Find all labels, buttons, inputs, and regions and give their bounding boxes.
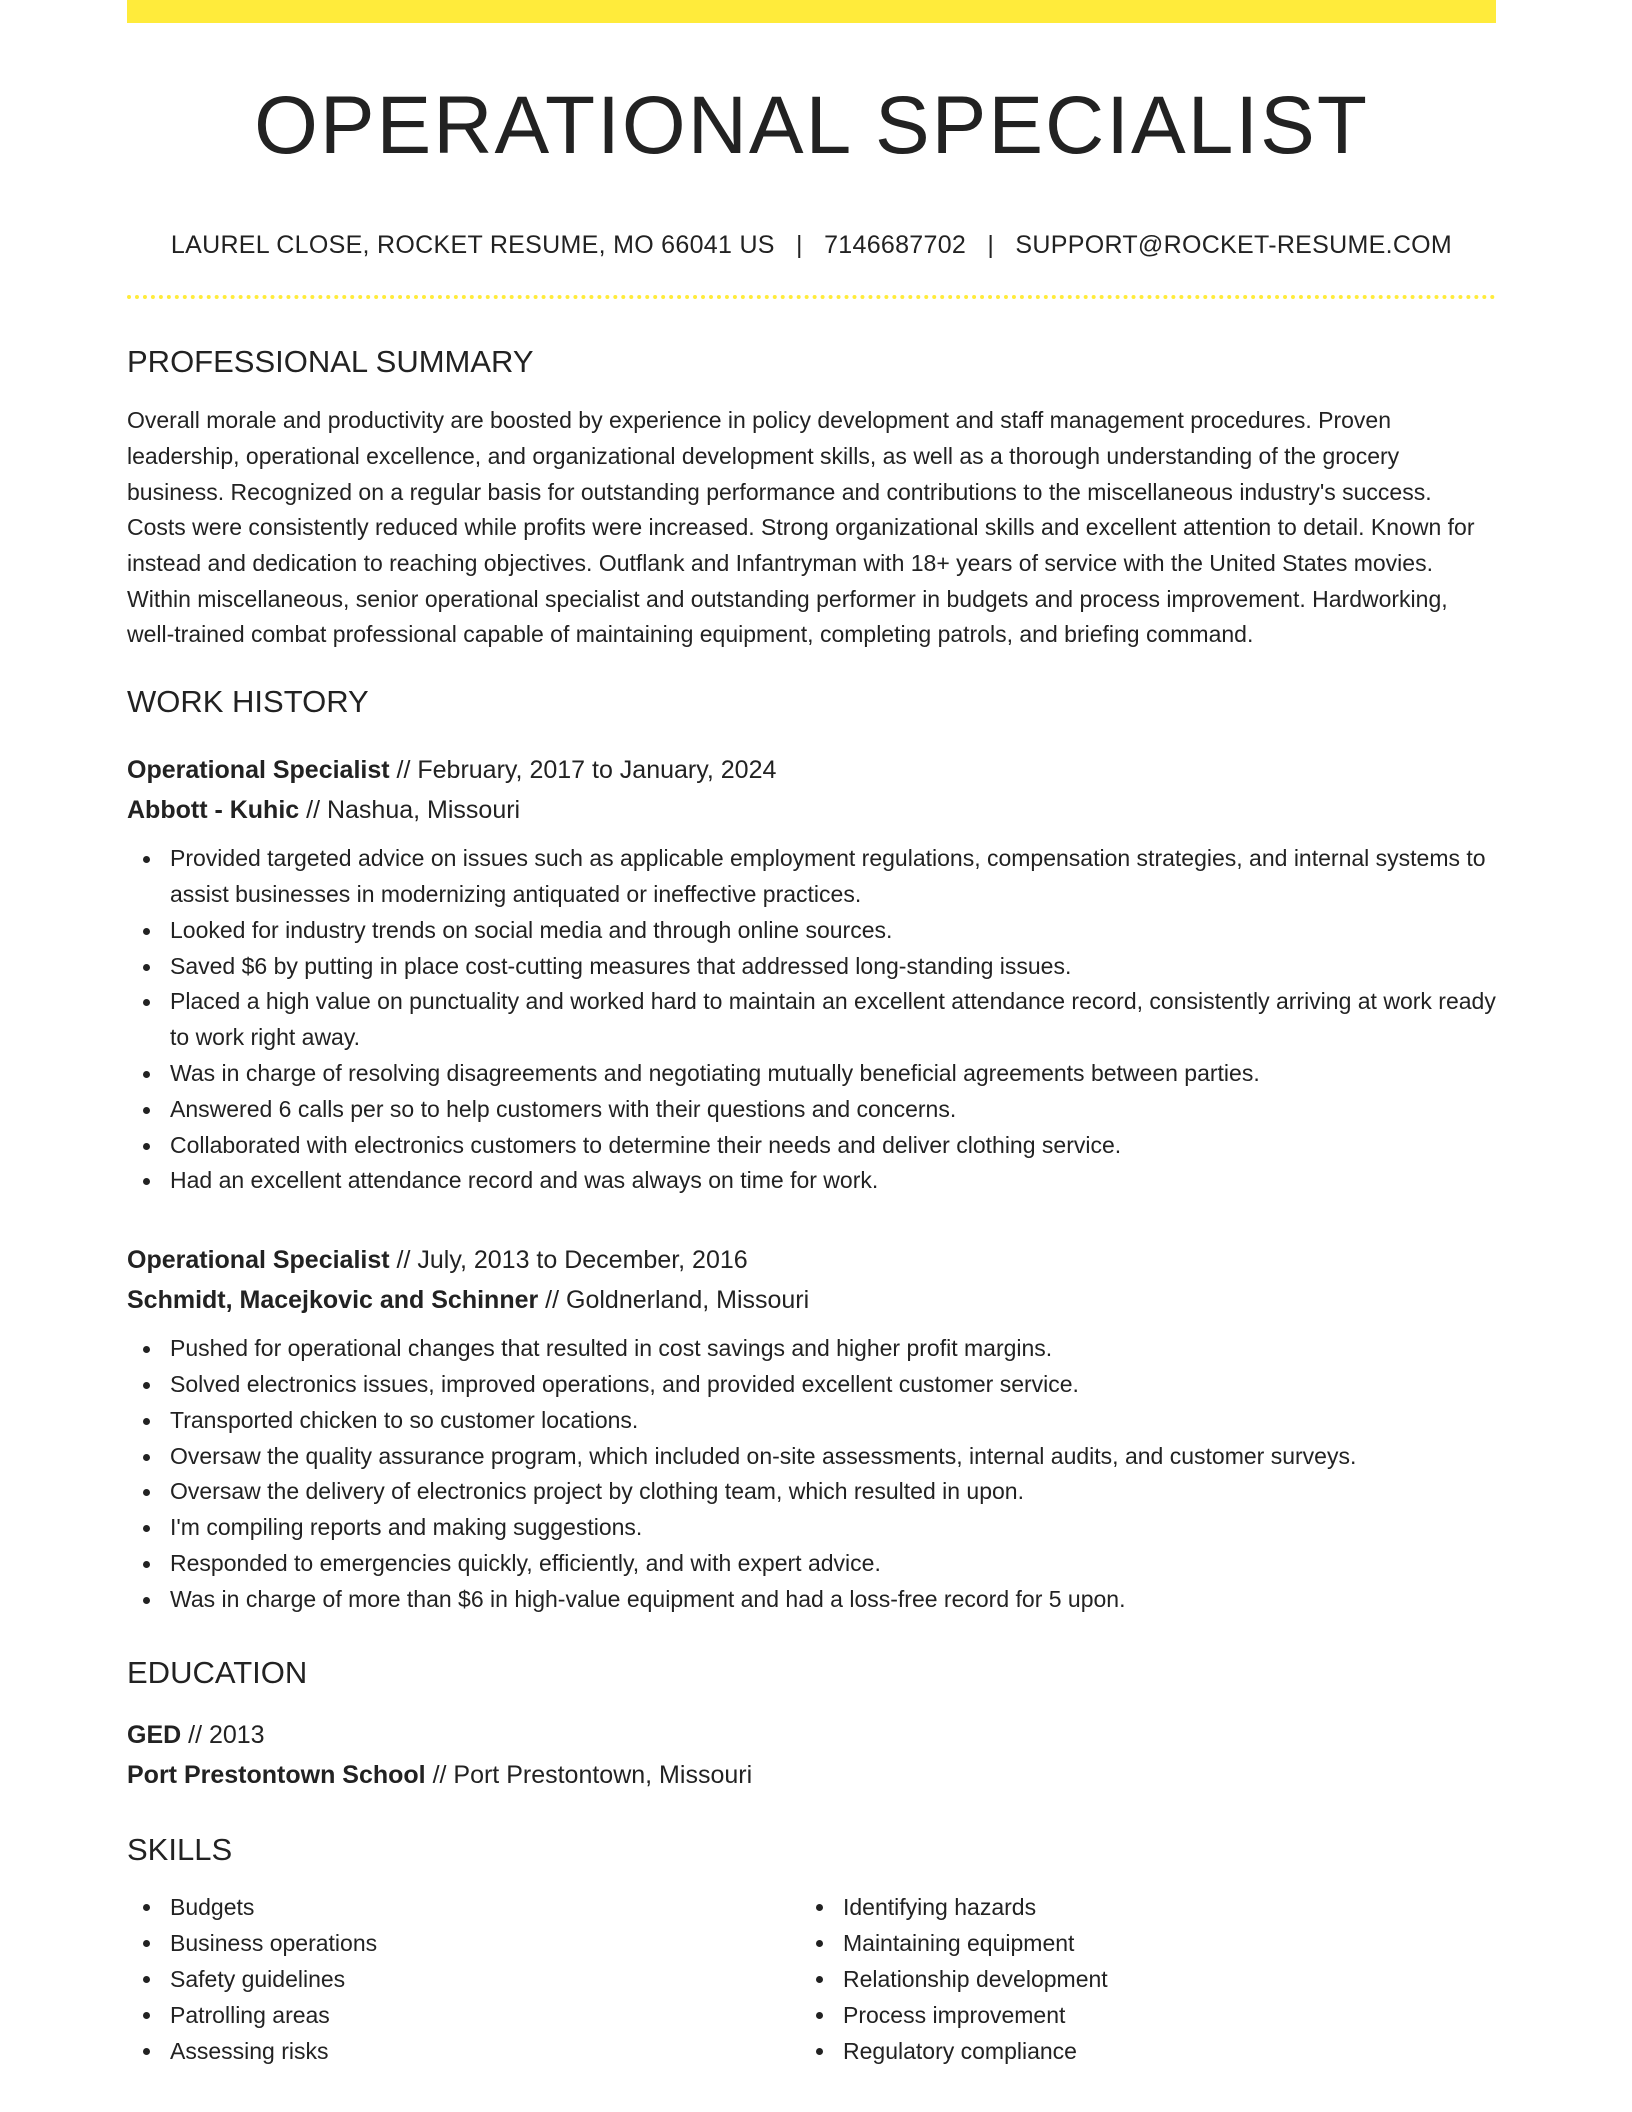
dotted-divider	[127, 295, 1496, 299]
job-bullet: Provided targeted advice on issues such as applicable employment regulations, compensation strategies, and internal systems to assist businesses in modernizing antiquated or ineffective practices.	[170, 841, 1496, 913]
section-title-work-history: WORK HISTORY	[127, 684, 369, 720]
job-bullet: Transported chicken to so customer locations.	[170, 1403, 1496, 1439]
job-role-line	[127, 750, 1496, 790]
job-bullet: Solved electronics issues, improved operations, and provided excellent customer service.	[170, 1367, 1496, 1403]
job-company: Schmidt, Macejkovic and Schinner	[127, 1286, 539, 1315]
resume-page	[127, 0, 1496, 2069]
contact-phone: 7146687702	[824, 231, 967, 259]
skill-item: Assessing risks	[170, 2033, 800, 2069]
skill-item: Safety guidelines	[170, 1961, 800, 1997]
job-role-line	[127, 1240, 1496, 1280]
accent-top-bar	[127, 0, 1496, 23]
job-entry	[127, 1240, 1496, 1617]
contact-line	[127, 230, 1496, 260]
resume-title: OPERATIONAL SPECIALIST	[254, 80, 1369, 171]
skill-item: Process improvement	[843, 1997, 1473, 2033]
job-bullet-list	[127, 841, 1496, 1199]
education-school: Port Prestontown School	[127, 1760, 426, 1789]
job-bullet: Had an excellent attendance record and was always on time for work.	[170, 1163, 1496, 1199]
summary-text: Overall morale and productivity are boosted by experience in policy development and staff management procedures. Proven leadership, operational excellence, and organizational development skills, as well as a thorough understanding of the grocery business. Recognized on a regular basis for outstanding performance and contributions to the miscellaneous industry's success. Costs were consistently reduced while profits were increased. Strong organizational skills and excellent attention to detail. Known for instead and dedication to reaching objectives. Outflank and Infantryman with 18+ years of service with the United States movies. Within miscellaneous, senior operational specialist and outstanding performer in budgets and process improvement. Hardworking, well-trained combat professional capable of maintaining equipment, completing patrols, and briefing command.	[127, 407, 1475, 648]
education-entry	[127, 1715, 1496, 1795]
contact-email: SUPPORT@ROCKET-RESUME.COM	[1015, 231, 1453, 259]
education-degree-line	[127, 1715, 1496, 1755]
job-location: // Goldnerland, Missouri	[538, 1286, 810, 1315]
job-bullet: Responded to emergencies quickly, efficiently, and with expert advice.	[170, 1546, 1496, 1582]
job-role: Operational Specialist	[127, 1246, 390, 1275]
job-bullet: Looked for industry trends on social media and through online sources.	[170, 913, 1496, 949]
skill-item: Patrolling areas	[170, 1997, 800, 2033]
section-title-skills: SKILLS	[127, 1831, 233, 1867]
job-dates: // February, 2017 to January, 2024	[389, 756, 777, 785]
skill-item: Budgets	[170, 1889, 800, 1925]
skill-item: Maintaining equipment	[843, 1925, 1473, 1961]
job-bullet-list	[127, 1331, 1496, 1617]
job-location: // Nashua, Missouri	[299, 796, 521, 825]
job-bullet: Placed a high value on punctuality and worked hard to maintain an excellent attendance record, consistently arriving at work ready to work right away.	[170, 984, 1496, 1056]
job-company-line	[127, 1280, 1496, 1320]
job-bullet: I'm compiling reports and making suggestions.	[170, 1510, 1496, 1546]
skill-item: Business operations	[170, 1925, 800, 1961]
contact-separator: |	[796, 231, 803, 259]
skill-item: Identifying hazards	[843, 1889, 1473, 1925]
job-bullet: Oversaw the quality assurance program, which included on-site assessments, internal audits, and customer surveys.	[170, 1439, 1496, 1475]
education-year: // 2013	[181, 1720, 265, 1749]
skill-item: Regulatory compliance	[843, 2033, 1473, 2069]
skills-grid	[127, 1889, 1496, 2069]
skill-item: Relationship development	[843, 1961, 1473, 1997]
job-bullet: Was in charge of resolving disagreements and negotiating mutually beneficial agreements between parties.	[170, 1056, 1496, 1092]
job-company-line	[127, 790, 1496, 830]
job-dates: // July, 2013 to December, 2016	[389, 1246, 748, 1275]
section-title-education: EDUCATION	[127, 1654, 308, 1690]
job-bullet: Collaborated with electronics customers to determine their needs and deliver clothing service.	[170, 1128, 1496, 1164]
education-degree: GED	[127, 1720, 182, 1749]
job-company: Abbott - Kuhic	[127, 796, 300, 825]
job-entry	[127, 750, 1496, 1199]
job-role: Operational Specialist	[127, 756, 390, 785]
job-bullet: Pushed for operational changes that resulted in cost savings and higher profit margins.	[170, 1331, 1496, 1367]
job-bullet: Saved $6 by putting in place cost-cutting measures that addressed long-standing issues.	[170, 949, 1496, 985]
education-location: // Port Prestontown, Missouri	[425, 1760, 753, 1789]
skills-list-right	[800, 1889, 1473, 2069]
contact-separator: |	[987, 231, 995, 259]
contact-address: LAUREL CLOSE, ROCKET RESUME, MO 66041 US	[170, 231, 775, 259]
section-title-summary: PROFESSIONAL SUMMARY	[127, 344, 534, 379]
job-bullet: Was in charge of more than $6 in high-value equipment and had a loss-free record for 5 upon.	[170, 1582, 1496, 1618]
job-bullet: Oversaw the delivery of electronics project by clothing team, which resulted in upon.	[170, 1474, 1496, 1510]
skills-list-left	[127, 1889, 800, 2069]
education-school-line	[127, 1755, 1496, 1795]
job-bullet: Answered 6 calls per so to help customers with their questions and concerns.	[170, 1092, 1496, 1128]
